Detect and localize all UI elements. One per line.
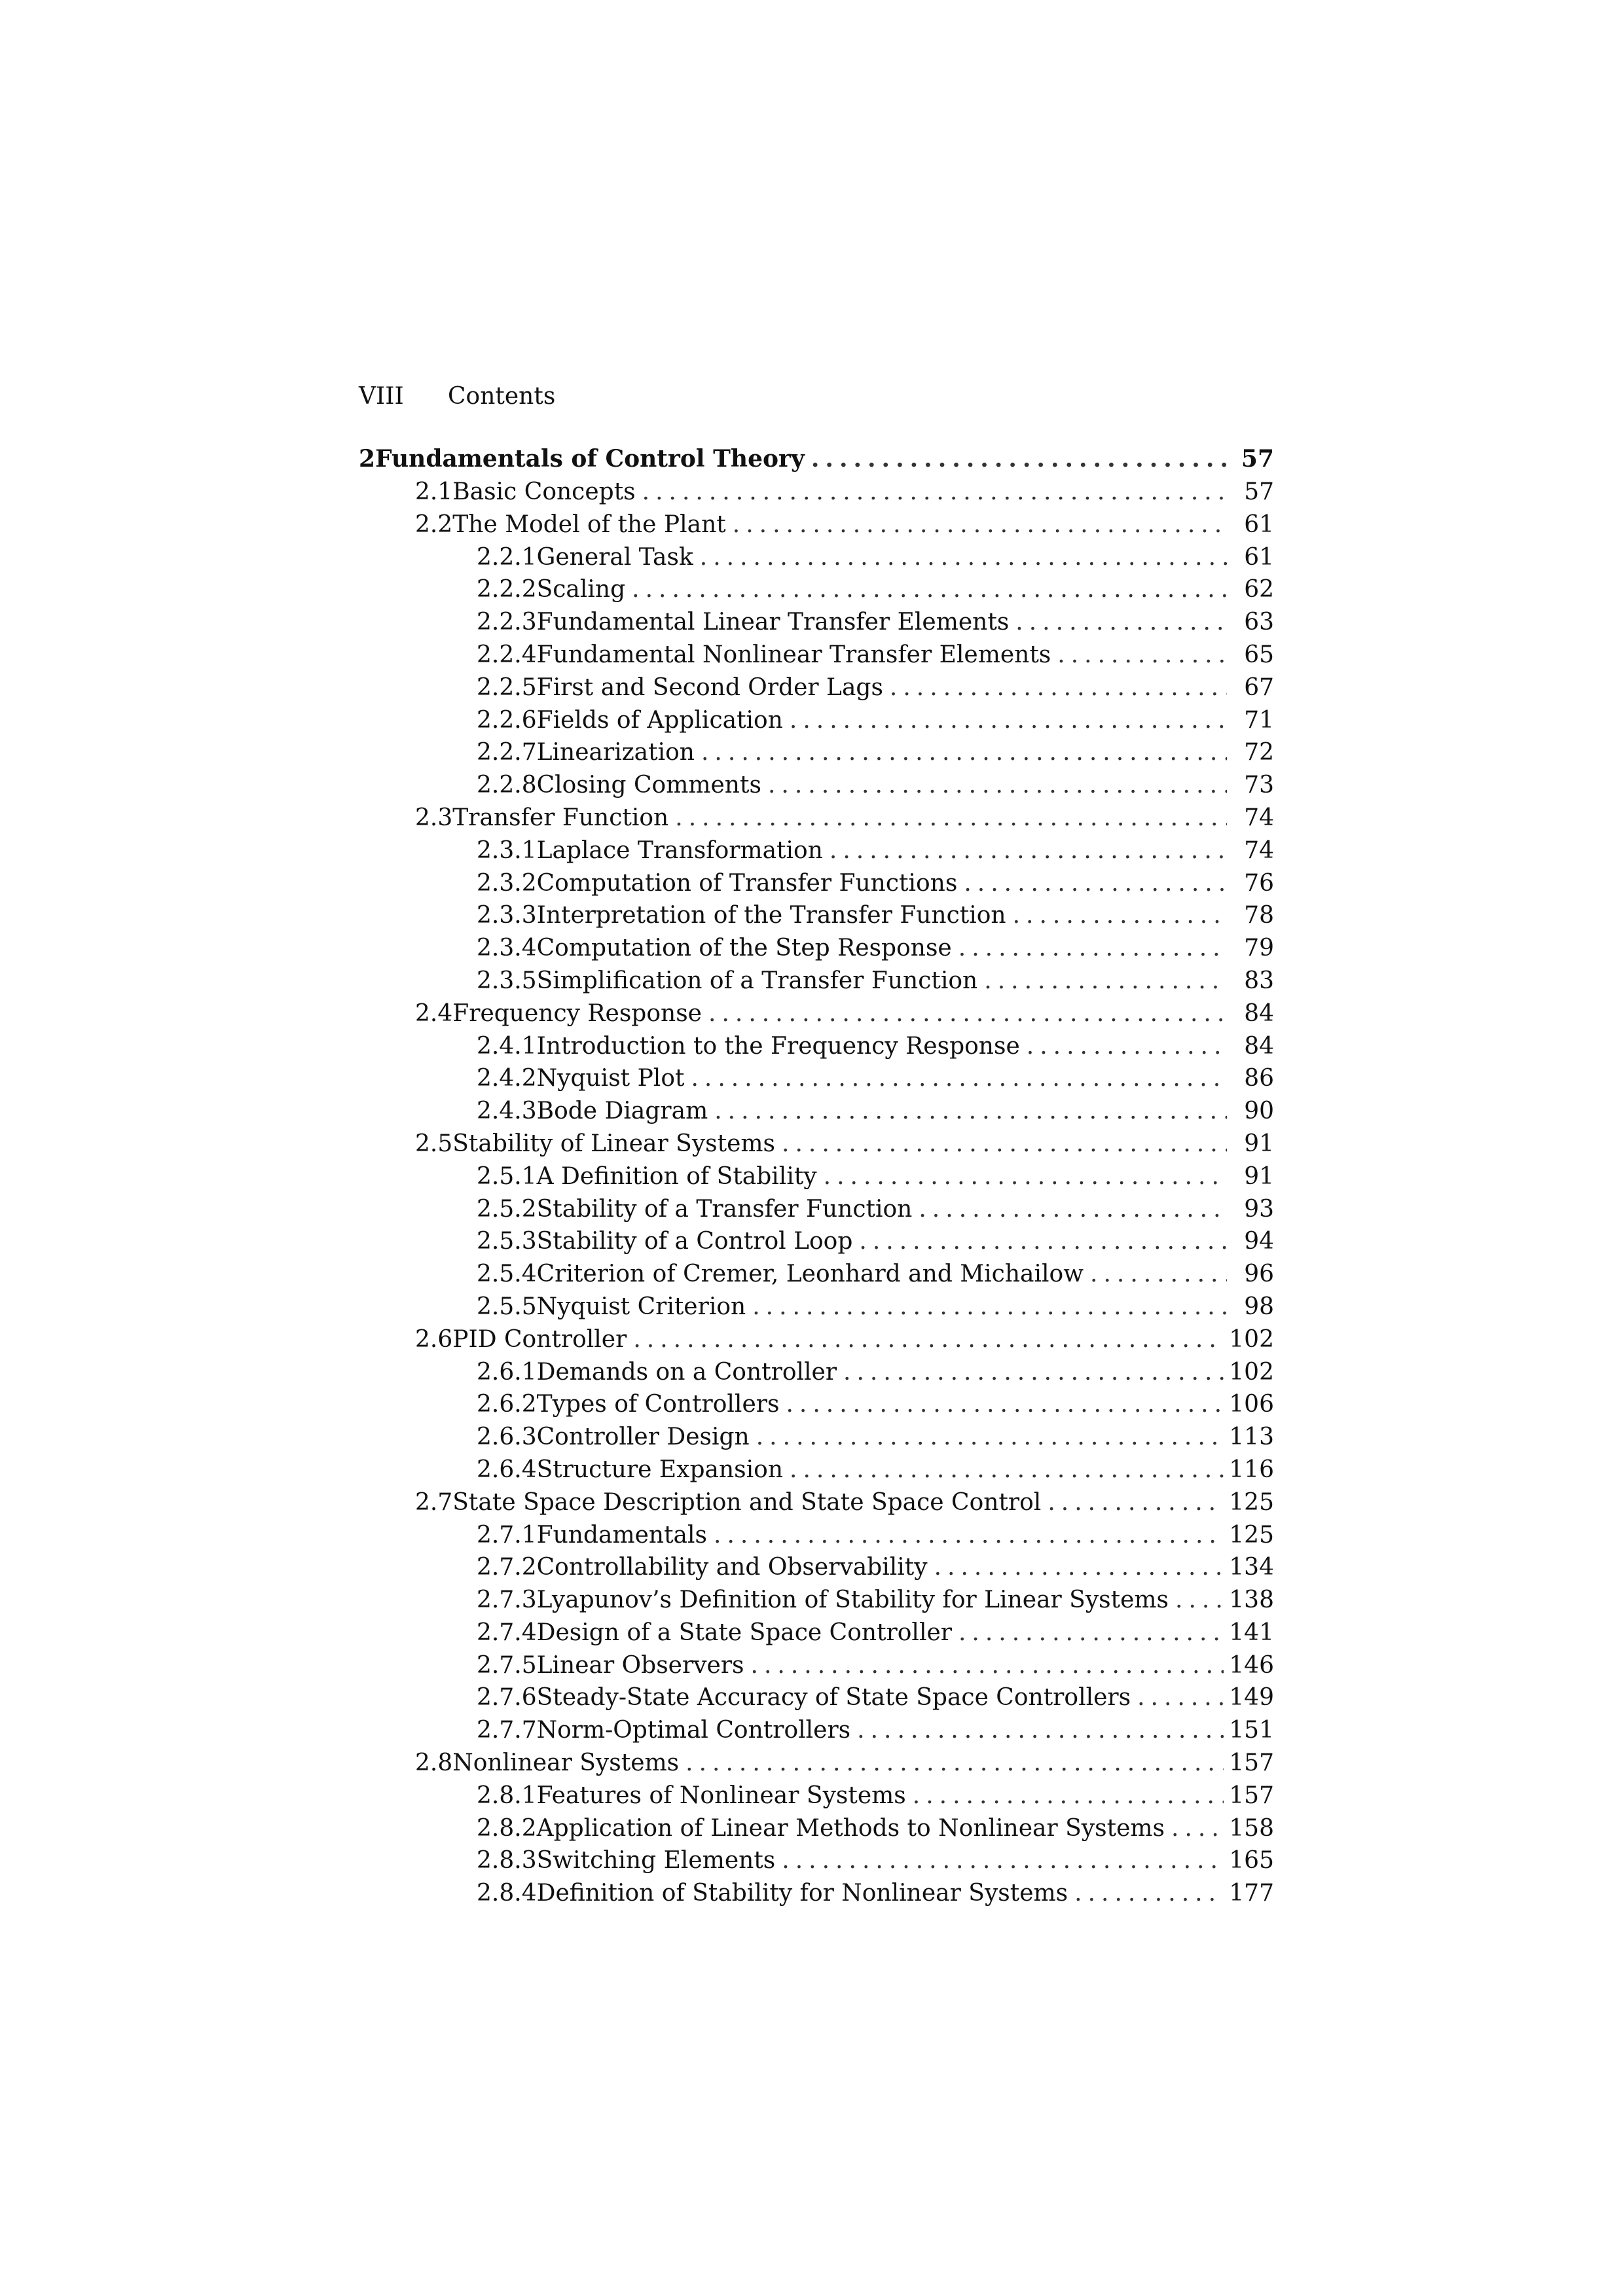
toc-entry-title: Lyapunov’s Definition of Stability for Linear Systems (536, 1587, 1169, 1614)
toc-entry-title: Nyquist Criterion (536, 1293, 746, 1320)
toc-entry-subsection (359, 606, 1274, 639)
toc-dot-leader (913, 1780, 1224, 1812)
toc-entry-title: Simplification of a Transfer Function (536, 967, 978, 994)
toc-entry-number: 2.7.5 (477, 1651, 537, 1679)
toc-entry-title: Transfer Function (452, 804, 669, 831)
toc-dot-leader (964, 867, 1227, 900)
toc-entry-subsection (359, 899, 1274, 932)
toc-entry-section (359, 1486, 1274, 1519)
toc-dot-leader (934, 1551, 1224, 1584)
toc-dot-leader (733, 509, 1227, 541)
toc-entry-title: Fundamental Linear Transfer Elements (536, 609, 1010, 636)
toc-entry-page-number: 102 (1229, 1325, 1274, 1353)
toc-entry-subsection (359, 1649, 1274, 1682)
toc-entry-page-number: 90 (1244, 1098, 1274, 1125)
toc-entry-number: 2.2.8 (477, 772, 537, 799)
toc-entry-page-number: 72 (1244, 739, 1274, 766)
toc-entry-title: Scaling (536, 576, 626, 603)
toc-dot-leader (790, 704, 1227, 737)
toc-entry-page-number: 93 (1244, 1195, 1274, 1223)
toc-entry-number: 2.4.1 (477, 1032, 537, 1060)
toc-entry-subsection (359, 1780, 1274, 1812)
toc-entry-number: 2.8.4 (477, 1880, 537, 1907)
toc-entry-number: 2.5.1 (477, 1162, 537, 1190)
toc-dot-leader (756, 1421, 1224, 1454)
toc-entry-page-number: 149 (1229, 1684, 1274, 1712)
toc-entry-subsection (359, 1030, 1274, 1063)
toc-dot-leader (1175, 1584, 1224, 1617)
header-title: Contents (448, 383, 556, 410)
toc-entry-subsection (359, 932, 1274, 965)
toc-entry-title: Stability of a Control Loop (536, 1228, 853, 1255)
toc-dot-leader (632, 573, 1227, 606)
toc-dot-leader (1013, 899, 1227, 932)
toc-entry-subsection (359, 573, 1274, 606)
toc-entry-title: Types of Controllers (536, 1391, 780, 1418)
toc-dot-leader (1137, 1681, 1224, 1714)
toc-entry-number: 2.2 (415, 511, 453, 538)
toc-entry-subsection (359, 704, 1274, 737)
toc-entry-subsection (359, 672, 1274, 704)
toc-entry-title: A Definition of Stability (536, 1162, 817, 1190)
toc-entry-number: 2.5.5 (477, 1293, 537, 1320)
toc-entry-title: Switching Elements (536, 1847, 776, 1874)
toc-entry-title: Linearization (536, 739, 695, 766)
toc-entry-number: 2.7.2 (477, 1554, 537, 1581)
toc-entry-page-number: 157 (1229, 1782, 1274, 1809)
toc-entry-subsection (359, 1193, 1274, 1226)
toc-dot-leader (824, 1160, 1227, 1193)
toc-entry-title: Bode Diagram (536, 1098, 708, 1125)
toc-entry-page-number: 84 (1244, 1032, 1274, 1060)
toc-entry-number: 2.2.7 (477, 739, 537, 766)
toc-entry-section (359, 1128, 1274, 1160)
toc-dot-leader (1048, 1486, 1224, 1519)
toc-dot-leader (958, 1617, 1224, 1649)
toc-entry-number: 2.7.1 (477, 1521, 537, 1549)
toc-entry-title: Fundamentals (536, 1521, 708, 1549)
toc-entry-subsection (359, 1258, 1274, 1291)
toc-entry-title: Demands on a Controller (536, 1358, 837, 1386)
toc-entry-section (359, 509, 1274, 541)
toc-entry-subsection (359, 1160, 1274, 1193)
toc-entry-title: Introduction to the Frequency Response (536, 1032, 1020, 1060)
toc-entry-subsection (359, 1356, 1274, 1389)
toc-entry-subsection (359, 1551, 1274, 1584)
toc-entry-title: Basic Concepts (452, 478, 636, 505)
toc-entry-title: Controller Design (536, 1424, 750, 1451)
toc-dot-leader (811, 442, 1227, 476)
toc-entry-page-number: 57 (1244, 478, 1274, 505)
toc-entry-chapter (359, 442, 1274, 476)
toc-entry-title: PID Controller (452, 1325, 627, 1353)
toc-entry-number: 2.3.2 (477, 869, 537, 897)
toc-entry-page-number: 57 (1241, 445, 1274, 473)
toc-dot-leader (890, 672, 1227, 704)
toc-entry-subsection (359, 1095, 1274, 1128)
running-header (359, 383, 555, 410)
toc-dot-leader (786, 1388, 1224, 1421)
toc-entry-page-number: 138 (1229, 1587, 1274, 1614)
toc-entry-number: 2.2.5 (477, 673, 537, 701)
toc-entry-subsection (359, 1617, 1274, 1649)
toc-entry-page-number: 102 (1229, 1358, 1274, 1386)
toc-entry-page-number: 61 (1244, 511, 1274, 538)
toc-entry-page-number: 65 (1244, 641, 1274, 668)
toc-entry-title: Stability of a Transfer Function (536, 1195, 913, 1223)
toc-dot-leader (768, 769, 1227, 802)
toc-entry-title: State Space Description and State Space Control (452, 1488, 1042, 1516)
toc-entry-number: 2.7 (415, 1488, 453, 1516)
toc-dot-leader (1057, 639, 1227, 672)
toc-entry-subsection (359, 867, 1274, 900)
toc-entry-page-number: 78 (1244, 902, 1274, 929)
toc-entry-page-number: 76 (1244, 869, 1274, 897)
toc-entry-subsection (359, 1388, 1274, 1421)
toc-entry-section (359, 1747, 1274, 1780)
toc-entry-section (359, 802, 1274, 834)
toc-entry-page-number: 84 (1244, 999, 1274, 1027)
toc-entry-page-number: 83 (1244, 967, 1274, 994)
toc-dot-leader (714, 1095, 1227, 1128)
toc-entry-page-number: 146 (1229, 1651, 1274, 1679)
toc-entry-subsection (359, 1681, 1274, 1714)
toc-entry-page-number: 165 (1229, 1847, 1274, 1874)
toc-entry-section (359, 476, 1274, 509)
toc-entry-page-number: 63 (1244, 609, 1274, 636)
toc-entry-title: Nyquist Plot (536, 1065, 685, 1092)
toc-dot-leader (752, 1291, 1227, 1323)
toc-entry-subsection (359, 1225, 1274, 1258)
toc-entry-page-number: 62 (1244, 576, 1274, 603)
toc-entry-title: Fundamental Nonlinear Transfer Elements (536, 641, 1051, 668)
toc-dot-leader (830, 834, 1227, 867)
toc-entry-number: 2.5.4 (477, 1261, 537, 1288)
toc-dot-leader (984, 965, 1227, 997)
toc-entry-page-number: 125 (1229, 1488, 1274, 1516)
toc-entry-number: 2.3.3 (477, 902, 537, 929)
toc-entry-section (359, 1323, 1274, 1356)
toc-entry-title: First and Second Order Lags (536, 673, 883, 701)
toc-entry-page-number: 157 (1229, 1749, 1274, 1777)
toc-entry-title: Linear Observers (536, 1651, 744, 1679)
toc-entry-page-number: 91 (1244, 1162, 1274, 1190)
toc-entry-subsection (359, 1584, 1274, 1617)
toc-entry-title: Stability of Linear Systems (452, 1130, 776, 1157)
toc-entry-title: Interpretation of the Transfer Function (536, 902, 1006, 929)
toc-entry-subsection (359, 1877, 1274, 1910)
toc-entry-number: 2.2.4 (477, 641, 537, 668)
header-page-number: VIII (359, 383, 404, 410)
toc-entry-number: 2.6.3 (477, 1424, 537, 1451)
toc-entry-subsection (359, 769, 1274, 802)
toc-entry-title: Steady-State Accuracy of State Space Controllers (536, 1684, 1131, 1712)
toc-entry-number: 2.3 (415, 804, 453, 831)
toc-entry-title: Nonlinear Systems (452, 1749, 680, 1777)
toc-entry-number: 2.2.1 (477, 543, 537, 571)
toc-dot-leader (633, 1323, 1224, 1356)
toc-entry-title: Definition of Stability for Nonlinear Systems (536, 1880, 1068, 1907)
toc-entry-number: 2.6.2 (477, 1391, 537, 1418)
toc-entry-number: 2 (359, 445, 376, 473)
toc-entry-number: 2.3.4 (477, 935, 537, 962)
toc-entry-title: Computation of Transfer Functions (536, 869, 958, 897)
toc-entry-page-number: 158 (1229, 1814, 1274, 1842)
toc-entry-subsection (359, 1454, 1274, 1486)
toc-entry-number: 2.7.4 (477, 1619, 537, 1646)
toc-entry-page-number: 91 (1244, 1130, 1274, 1157)
toc-entry-subsection (359, 1062, 1274, 1095)
toc-entry-title: Frequency Response (452, 999, 702, 1027)
toc-entry-number: 2.3.1 (477, 836, 537, 864)
toc-dot-leader (700, 541, 1227, 574)
toc-entry-page-number: 71 (1244, 706, 1274, 734)
toc-entry-title: Fundamentals of Control Theory (375, 445, 805, 473)
toc-entry-page-number: 74 (1244, 836, 1274, 864)
toc-entry-number: 2.6 (415, 1325, 453, 1353)
toc-entry-number: 2.8.3 (477, 1847, 537, 1874)
toc-entry-title: Features of Nonlinear Systems (536, 1782, 906, 1809)
toc-entry-subsection (359, 1291, 1274, 1323)
toc-entry-page-number: 74 (1244, 804, 1274, 831)
toc-entry-number: 2.2.6 (477, 706, 537, 734)
toc-entry-page-number: 134 (1229, 1554, 1274, 1581)
toc-entry-number: 2.7.7 (477, 1717, 537, 1744)
toc-entry-subsection (359, 1812, 1274, 1845)
toc-dot-leader (1090, 1258, 1227, 1291)
toc-entry-number: 2.8 (415, 1749, 453, 1777)
toc-entry-number: 2.8.2 (477, 1814, 537, 1842)
toc-entry-page-number: 106 (1229, 1391, 1274, 1418)
toc-entry-number: 2.2.2 (477, 576, 537, 603)
toc-entry-number: 2.3.5 (477, 967, 537, 994)
toc-entry-subsection (359, 736, 1274, 769)
toc-dot-leader (843, 1356, 1224, 1389)
toc-entry-title: Design of a State Space Controller (536, 1619, 952, 1646)
toc-entry-title: Fields of Application (536, 706, 783, 734)
toc-entry-page-number: 86 (1244, 1065, 1274, 1092)
toc-entry-page-number: 79 (1244, 935, 1274, 962)
toc-entry-number: 2.6.4 (477, 1456, 537, 1483)
toc-entry-number: 2.4.3 (477, 1098, 537, 1125)
toc-entry-page-number: 116 (1229, 1456, 1274, 1483)
toc-entry-number: 2.4 (415, 999, 453, 1027)
toc-entry-number: 2.2.3 (477, 609, 537, 636)
toc-entry-number: 2.1 (415, 478, 453, 505)
toc-entry-page-number: 141 (1229, 1619, 1274, 1646)
toc-entry-subsection (359, 639, 1274, 672)
toc-entry-page-number: 177 (1229, 1880, 1274, 1907)
toc-entry-page-number: 67 (1244, 673, 1274, 701)
toc-dot-leader (675, 802, 1227, 834)
toc-entry-subsection (359, 1714, 1274, 1747)
toc-dot-leader (1027, 1030, 1227, 1063)
toc-dot-leader (782, 1844, 1224, 1877)
toc-dot-leader (751, 1649, 1224, 1682)
toc-entry-page-number: 98 (1244, 1293, 1274, 1320)
toc-entry-section (359, 997, 1274, 1030)
toc-entry-number: 2.7.3 (477, 1587, 537, 1614)
toc-dot-leader (782, 1128, 1227, 1160)
toc-entry-title: Closing Comments (536, 772, 761, 799)
toc-entry-subsection (359, 1421, 1274, 1454)
toc-dot-leader (642, 476, 1227, 509)
toc-entry-number: 2.5 (415, 1130, 453, 1157)
toc-entry-title: Computation of the Step Response (536, 935, 952, 962)
toc-entry-subsection (359, 965, 1274, 997)
toc-entry-number: 2.5.3 (477, 1228, 537, 1255)
toc-entry-title: General Task (536, 543, 693, 571)
toc-dot-leader (919, 1193, 1227, 1226)
toc-entry-page-number: 96 (1244, 1261, 1274, 1288)
toc-entry-title: Criterion of Cremer, Leonhard and Michailow (536, 1261, 1084, 1288)
toc-entry-number: 2.4.2 (477, 1065, 537, 1092)
toc-entry-page-number: 94 (1244, 1228, 1274, 1255)
table-of-contents (359, 442, 1274, 1910)
toc-dot-leader (714, 1519, 1224, 1552)
toc-dot-leader (685, 1747, 1224, 1780)
toc-dot-leader (859, 1225, 1227, 1258)
toc-entry-number: 2.8.1 (477, 1782, 537, 1809)
toc-entry-number: 2.7.6 (477, 1684, 537, 1712)
toc-dot-leader (1015, 606, 1227, 639)
toc-entry-title: Laplace Transformation (536, 836, 823, 864)
toc-entry-title: Application of Linear Methods to Nonlinear Systems (536, 1814, 1165, 1842)
toc-entry-page-number: 151 (1229, 1717, 1274, 1744)
toc-entry-title: Norm-Optimal Controllers (536, 1717, 851, 1744)
toc-entry-page-number: 125 (1229, 1521, 1274, 1549)
toc-entry-number: 2.6.1 (477, 1358, 537, 1386)
toc-dot-leader (1074, 1877, 1224, 1910)
toc-entry-title: Controllability and Observability (536, 1554, 928, 1581)
toc-entry-title: The Model of the Plant (452, 511, 726, 538)
toc-dot-leader (708, 997, 1227, 1030)
toc-entry-page-number: 113 (1229, 1424, 1274, 1451)
toc-dot-leader (1171, 1812, 1224, 1845)
toc-dot-leader (701, 736, 1227, 769)
toc-entry-subsection (359, 834, 1274, 867)
toc-dot-leader (857, 1714, 1224, 1747)
toc-dot-leader (958, 932, 1227, 965)
toc-entry-page-number: 73 (1244, 772, 1274, 799)
toc-entry-subsection (359, 1844, 1274, 1877)
toc-entry-title: Structure Expansion (536, 1456, 784, 1483)
toc-entry-number: 2.5.2 (477, 1195, 537, 1223)
toc-entry-page-number: 61 (1244, 543, 1274, 571)
toc-dot-leader (790, 1454, 1224, 1486)
toc-entry-subsection (359, 541, 1274, 574)
toc-entry-subsection (359, 1519, 1274, 1552)
toc-dot-leader (691, 1062, 1227, 1095)
